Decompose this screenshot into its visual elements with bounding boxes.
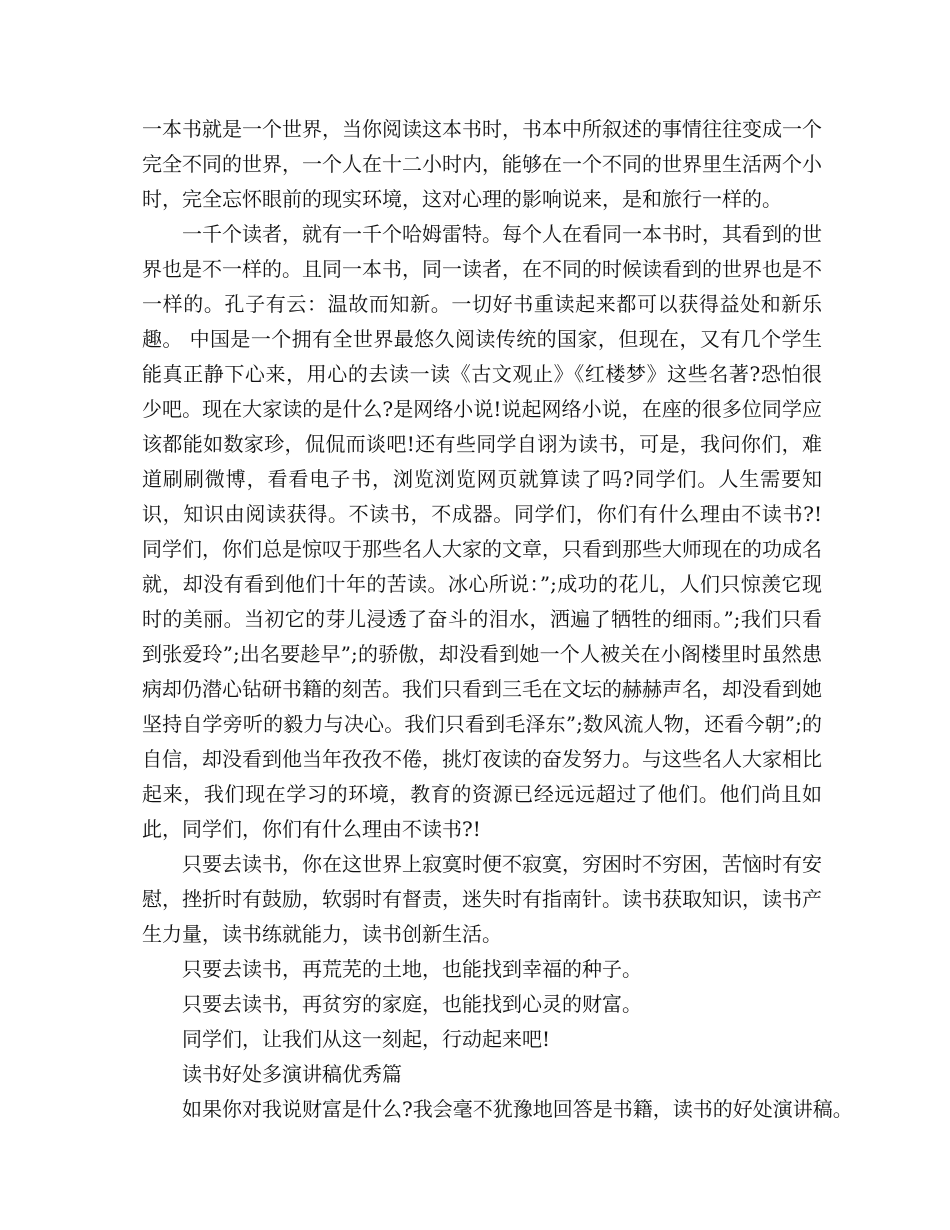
line-3: 同学们，让我们从这一刻起，行动起来吧! bbox=[182, 1027, 551, 1051]
line-5: 如果你对我说财富是什么?我会毫不犹豫地回答是书籍，读书的好处演讲稿。 bbox=[182, 1097, 853, 1121]
paragraph-1: 一本书就是一个世界，当你阅读这本书时，书本中所叙述的事情往往变成一个完全不同的世界，一个人在十二小时内，能够在一个不同的世界里生活两个小时，完全忘怀眼前的现实环境，这对心理的影响说来，是和旅行一样的。 bbox=[142, 117, 822, 211]
paragraph-3: 只要去读书，你在这世界上寂寞时便不寂寞，穷困时不穷困，苦恼时有安慰，挫折时有鼓励，软弱时有督责，迷失时有指南针。读书获取知识，读书产生力量，读书练就能力，读书创新生活。 bbox=[142, 852, 822, 946]
paragraph-2: 一千个读者，就有一千个哈姆雷特。每个人在看同一本书时，其看到的世界也是不一样的。且同一本书，同一读者，在不同的时候读看到的世界也是不一样的。孔子有云：温故而知新。一切好书重读起来都可以获得益处和新乐趣。 中国是一个拥有全世界最悠久阅读传统的国家，但现在，又有几个学生能真正静下心来，用心的去读一读《古文观止》《红楼梦》这些名著?恐怕很少吧。现在大家读的是什么?是网络小说!说起网络小说，在座的很多位同学应该都能如数家珍，侃侃而谈吧!还有些同学自诩为读书，可是，我问你们，难道刷刷微博，看看电子书，浏览浏览网页就算读了吗?同学们。人生需要知识，知识由阅读获得。不读书，不成器。同学们，你们有什么理由不读书?! 同学们，你们总是惊叹于那些名人大家的文章，只看到那些大师现在的功成名就，却没有看到他们十年的苦读。冰心所说：”;成功的花儿，人们只惊羡它现时的美丽。当初它的芽儿浸透了奋斗的泪水，洒遍了牺牲的细雨。”;我们只看到张爱玲”;出名要趁早”;的骄傲，却没看到她一个人被关在小阁楼里时虽然患病却仍潜心钻研书籍的刻苦。我们只看到三毛在文坛的赫赫声名，却没看到她坚持自学旁听的毅力与决心。我们只看到毛泽东”;数风流人物，还看今朝”;的自信，却没看到他当年孜孜不倦，挑灯夜读的奋发努力。与这些名人大家相比起来，我们现在学习的环境，教育的资源已经远远超过了他们。他们尚且如此，同学们，你们有什么理由不读书?! bbox=[142, 222, 822, 841]
section-heading: 读书好处多演讲稿优秀篇 bbox=[182, 1062, 402, 1086]
line-1: 只要去读书，再荒芜的土地，也能找到幸福的种子。 bbox=[182, 957, 642, 981]
document-body bbox=[142, 112, 853, 1127]
line-2: 只要去读书，再贫穷的家庭，也能找到心灵的财富。 bbox=[182, 992, 642, 1016]
